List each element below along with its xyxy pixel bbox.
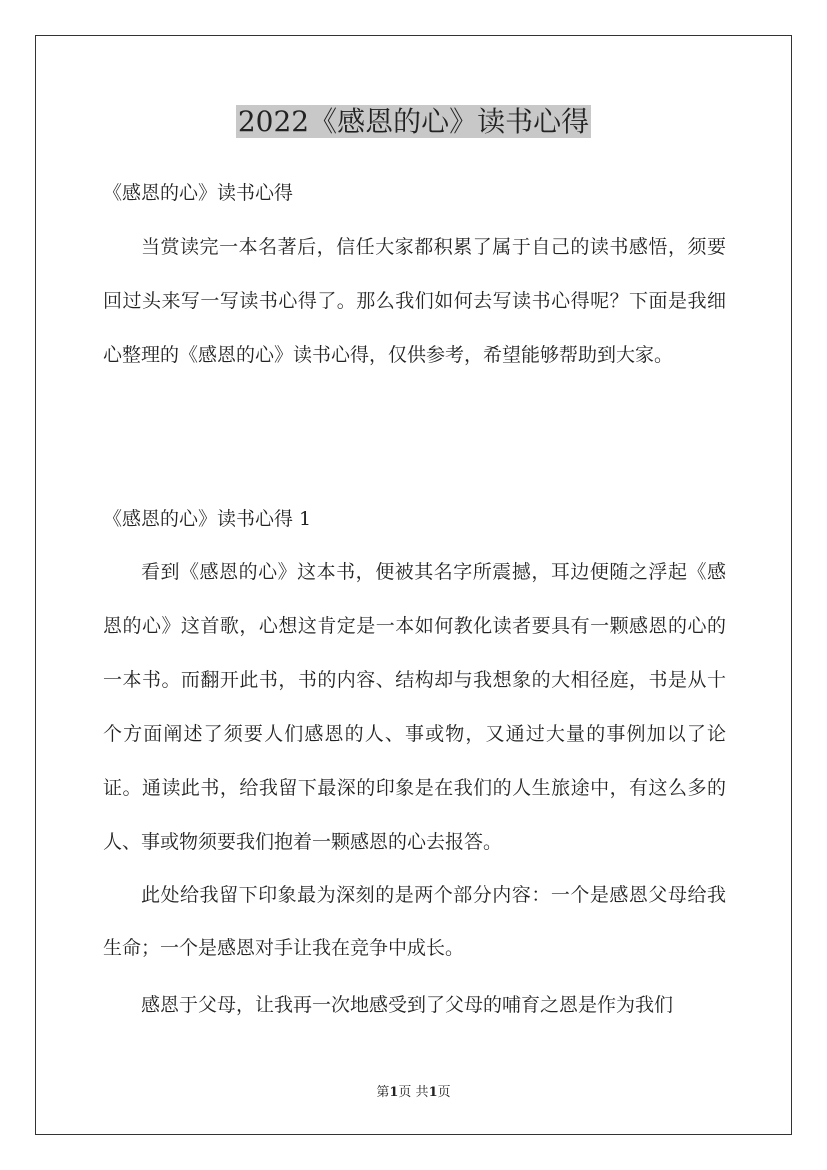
footer-page-number: 1	[389, 1085, 399, 1100]
body-paragraph-2: 此处给我留下印象最为深刻的是两个部分内容：一个是感恩父母给我生命；一个是感恩对手让我在竞争中成长。	[103, 884, 726, 959]
document-title	[0, 100, 827, 144]
footer-page-total: 1	[428, 1085, 438, 1100]
body-paragraph-3: 感恩于父母，让我再一次地感受到了父母的哺育之恩是作为我们	[141, 994, 674, 1016]
document-subtitle: 《感恩的心》读书心得	[103, 182, 294, 204]
footer-page-suffix: 页	[437, 1085, 451, 1100]
footer-page-prefix: 第	[376, 1085, 390, 1100]
page-footer	[0, 1084, 827, 1102]
section-heading: 《感恩的心》读书心得 1	[103, 508, 312, 530]
intro-paragraph: 当赏读完一本名著后，信任大家都积累了属于自己的读书感悟，须要回过头来写一写读书心得了。那么我们如何去写读书心得呢？下面是我细心整理的《感恩的心》读书心得，仅供参考，希望能够帮助到大家。	[103, 236, 726, 366]
document-title-text: 2022《感恩的心》读书心得	[237, 105, 590, 138]
footer-page-mid: 页 共	[398, 1085, 429, 1100]
body-paragraph-1: 看到《感恩的心》这本书，便被其名字所震撼，耳边便随之浮起《感恩的心》这首歌，心想这肯定是一本如何教化读者要具有一颗感恩的心的一本书。而翻开此书，书的内容、结构却与我想象的大相径庭，书是从十个方面阐述了须要人们感恩的人、事或物，又通过大量的事例加以了论证。通读此书，给我留下最深的印象是在我们的人生旅途中，有这么多的人、事或物须要我们抱着一颗感恩的心去报答。	[103, 561, 726, 853]
